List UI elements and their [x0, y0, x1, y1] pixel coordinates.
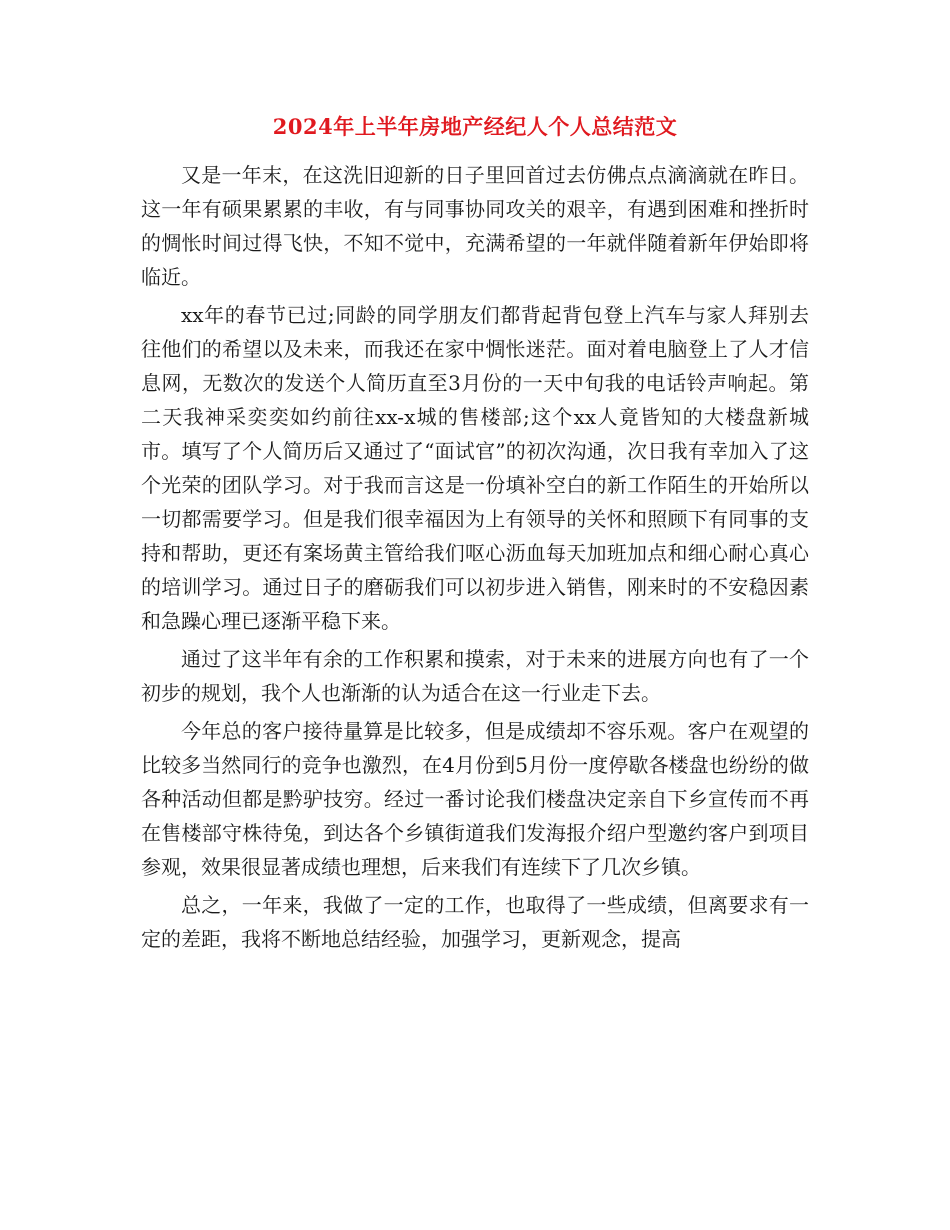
paragraph-5: 总之，一年来，我做了一定的工作，也取得了一些成绩，但离要求有一定的差距，我将不断地总结经验，加强学习，更新观念，提高: [141, 893, 809, 951]
document-title: 2024年上半年房地产经纪人个人总结范文: [272, 114, 678, 139]
paragraph-4: 今年总的客户接待量算是比较多，但是成绩却不容乐观。客户在观望的比较多当然同行的竞争也激烈，在4月份到5月份一度停歇各楼盘也纷纷的做各种活动但都是黔驴技穷。经过一番讨论我们楼盘决定亲自下乡宣传而不再在售楼部守株待兔，到达各个乡镇街道我们发海报介绍户型邀约客户到项目参观，效果很显著成绩也理想，后来我们有连续下了几次乡镇。: [141, 719, 809, 879]
document-body: [141, 158, 809, 960]
paragraph-3: 通过了这半年有余的工作积累和摸索，对于未来的进展方向也有了一个初步的规划，我个人也渐渐的认为适合在这一行业走下去。: [141, 647, 809, 705]
paragraph-1: 又是一年末，在这洗旧迎新的日子里回首过去仿佛点点滴滴就在昨日。这一年有硕果累累的丰收，有与同事协同攻关的艰辛，有遇到困难和挫折时的惆怅时间过得飞快，不知不觉中，充满希望的一年就伴随着新年伊始即将临近。: [141, 163, 809, 289]
paragraph-2: xx年的春节已过;同龄的同学朋友们都背起背包登上汽车与家人拜别去往他们的希望以及未来，而我还在家中惆怅迷茫。面对着电脑登上了人才信息网，无数次的发送个人简历直至3月份的一天中旬我的电话铃声响起。第二天我神采奕奕如约前往xx-x城的售楼部;这个xx人竟皆知的大楼盘新城市。填写了个人简历后又通过了“面试官”的初次沟通，次日我有幸加入了这个光荣的团队学习。对于我而言这是一份填补空白的新工作陌生的开始所以一切都需要学习。但是我们很幸福因为上有领导的关怀和照顾下有同事的支持和帮助，更还有案场黄主管给我们呕心沥血每天加班加点和细心耐心真心的培训学习。通过日子的磨砺我们可以初步进入销售，刚来时的不安稳因素和急躁心理已逐渐平稳下来。: [141, 303, 809, 633]
